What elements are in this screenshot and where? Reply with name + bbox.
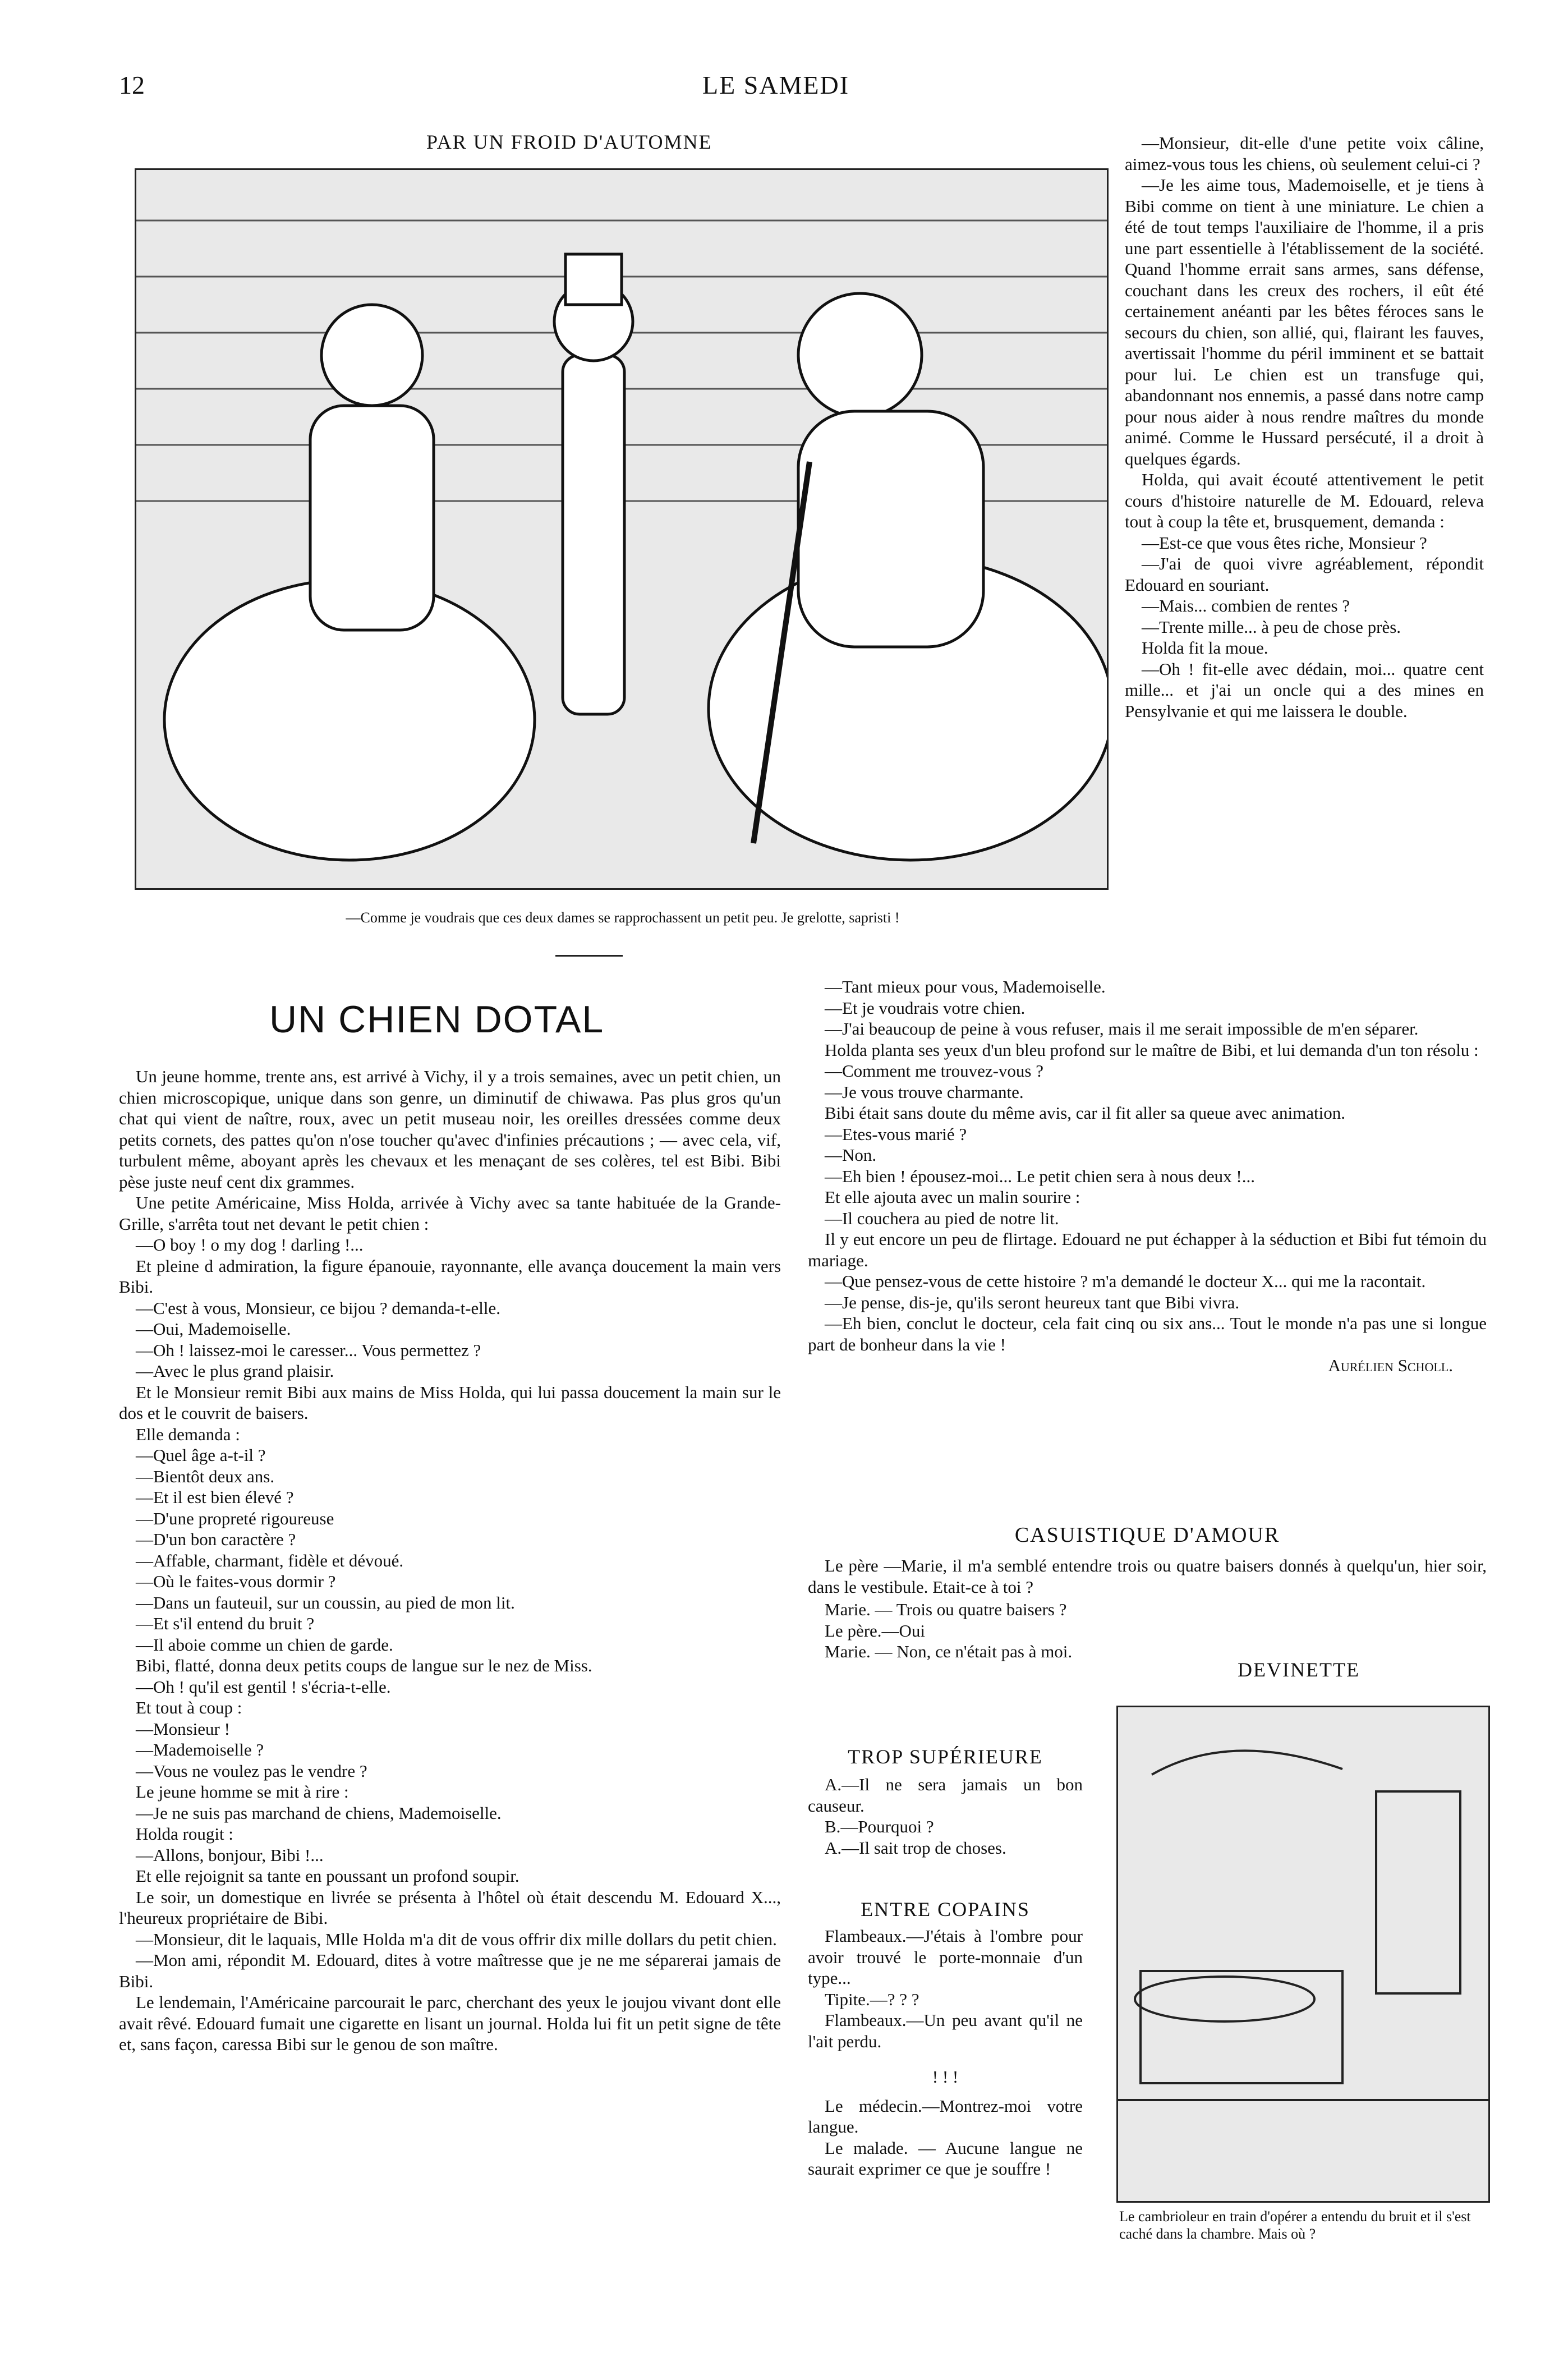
paragraph: —Bientôt deux ans. — [136, 1466, 275, 1486]
devinette-drawing — [1118, 1707, 1488, 2201]
entre-copains-block — [808, 1926, 1083, 2180]
cartoon-title: PAR UN FROID D'AUTOMNE — [426, 131, 712, 153]
cartoon-illustration — [135, 168, 1109, 890]
paragraph: Marie. — Non, ce n'était pas à moi. — [825, 1642, 1073, 1661]
paragraph: Le malade. — Aucune langue ne saurait exprimer ce que je souffre ! — [808, 2138, 1083, 2179]
paragraph: Elle demanda : — [136, 1424, 240, 1444]
paragraph: —Et il est bien élevé ? — [136, 1487, 294, 1507]
paragraph: Et elle rejoignit sa tante en poussant un profond soupir. — [136, 1866, 519, 1886]
devinette-title: DEVINETTE — [1238, 1658, 1360, 1681]
paragraph: —Eh bien ! épousez-moi... Le petit chien sera à nous deux !... — [825, 1166, 1256, 1186]
paragraph: —J'ai beaucoup de peine à vous refuser, mais il me serait impossible de m'en séparer. — [825, 1019, 1419, 1039]
paragraph: Bibi, flatté, donna deux petits coups de langue sur le nez de Miss. — [136, 1656, 592, 1675]
paragraph: —Que pensez-vous de cette histoire ? m'a demandé le docteur X... qui me la racontait. — [825, 1271, 1426, 1291]
paragraph: —Et je voudrais votre chien. — [825, 998, 1026, 1018]
casuistique-replies — [808, 1599, 1083, 1662]
paragraph: Le père —Marie, il m'a semblé entendre trois ou quatre baisers donnés à quelqu'un, hier soir, dans le vestibule. Etait-ce à toi ? — [808, 1556, 1487, 1597]
paragraph: Bibi était sans doute du même avis, car il fit aller sa queue avec animation. — [825, 1103, 1345, 1123]
separator: ! ! ! — [932, 2067, 959, 2087]
story-column-right — [808, 976, 1487, 1376]
paragraph: Le père.—Oui — [825, 1620, 926, 1641]
paragraph: Tipite.—? ? ? — [825, 1989, 919, 2009]
devinette-caption: Le cambrioleur en train d'opérer a entendu du bruit et il s'est caché dans la chambre. Mais où ? — [1119, 2208, 1471, 2242]
devinette-illustration — [1116, 1706, 1490, 2203]
paragraph: Holda fit la moue. — [1142, 638, 1268, 658]
page-number: 12 — [119, 71, 145, 99]
paragraph: —Où le faites-vous dormir ? — [136, 1572, 336, 1591]
paragraph: Holda, qui avait écouté attentivement le petit cours d'histoire naturelle de M. Edouard, releva tout à coup la tête et, brusquement, demanda : — [1125, 470, 1484, 531]
paragraph: —Mon ami, répondit M. Edouard, dites à votre maîtresse que je ne me séparerai jamais de Bibi. — [119, 1950, 781, 1991]
paragraph: —D'un bon caractère ? — [136, 1529, 296, 1549]
paragraph: —Monsieur ! — [136, 1719, 230, 1739]
paragraph: —Affable, charmant, fidèle et dévoué. — [136, 1550, 404, 1570]
casuistique-title: CASUISTIQUE D'AMOUR — [1014, 1523, 1280, 1547]
paragraph: —Allons, bonjour, Bibi !... — [136, 1845, 324, 1865]
paragraph: Flambeaux.—Un peu avant qu'il ne l'ait perdu. — [808, 2010, 1083, 2051]
trop-superieure-block — [808, 1774, 1083, 1858]
paragraph: —Je les aime tous, Mademoiselle, et je tiens à Bibi comme on tient à une miniature. Le chien a été de tout temps l'auxiliaire de l'homme, il a pris une part essentielle à l'établissement de la société. Quand l'homme errait sans armes, sans défense, couchant dans les creux des rochers, il eût été certainement anéanti par les bêtes féroces sans le secours du chien, son allié, qui, flairant les fauves, avertissait l'homme du péril imminent et se battait pour lui. Le chien est un transfuge qui, abandonnant nos ennemis, a passé dans notre camp pour nous aider à nous rendre maîtres du monde animé. Comme le Hussard persécuté, il a droit à quelques égards. — [1125, 175, 1484, 468]
paragraph: Une petite Américaine, Miss Holda, arrivée à Vichy avec sa tante habituée de la Grande-Grille, s'arrêta tout net devant le petit chien : — [119, 1193, 781, 1234]
paragraph: Le lendemain, l'Américaine parcourait le parc, cherchant des yeux le joujou vivant dont elle avait rêvé. Edouard fumait une cigarette en lisant un journal. Holda lui fit un petit signe de tête et, sans façon, caressa Bibi sur le genou de son maître. — [119, 1992, 781, 2054]
paragraph: —Avec le plus grand plaisir. — [136, 1361, 334, 1381]
paragraph: —Eh bien, conclut le docteur, cela fait cinq ou six ans... Tout le monde n'a pas une si longue part de bonheur dans la vie ! — [808, 1313, 1487, 1354]
paragraph: —Est-ce que vous êtes riche, Monsieur ? — [1142, 532, 1427, 553]
story-title: UN CHIEN DOTAL — [269, 998, 605, 1041]
cartoon-caption: —Comme je voudrais que ces deux dames se rapprochassent un petit peu. Je grelotte, sapristi ! — [346, 909, 900, 926]
paragraph: —Dans un fauteuil, sur un coussin, au pied de mon lit. — [136, 1592, 515, 1612]
paragraph: —Je ne suis pas marchand de chiens, Mademoiselle. — [136, 1803, 502, 1823]
paragraph: Et le Monsieur remit Bibi aux mains de Miss Holda, qui lui passa doucement la main sur le dos et le couvrit de baisers. — [119, 1382, 781, 1423]
paragraph: —Oh ! qu'il est gentil ! s'écria-t-elle. — [136, 1676, 391, 1697]
paragraph: —Mademoiselle ? — [136, 1740, 264, 1759]
paragraph: —Comment me trouvez-vous ? — [825, 1061, 1043, 1081]
paragraph: Et tout à coup : — [136, 1698, 242, 1717]
author-signature: Aurélien Scholl. — [1328, 1356, 1453, 1375]
paragraph: Et pleine d admiration, la figure épanouie, rayonnante, elle avança doucement la main vers Bibi. — [119, 1256, 781, 1297]
paragraph: Holda planta ses yeux d'un bleu profond sur le maître de Bibi, et lui demanda d'un ton résolu : — [825, 1040, 1479, 1060]
paragraph: —Je vous trouve charmante. — [825, 1082, 1024, 1102]
cartoon-drawing — [136, 170, 1107, 888]
paragraph: B.—Pourquoi ? — [825, 1817, 934, 1836]
paragraph: —Monsieur, dit-elle d'une petite voix câline, aimez-vous tous les chiens, où seulement celui-ci ? — [1125, 133, 1484, 174]
paragraph: —Etes-vous marié ? — [825, 1124, 967, 1144]
story-column-left — [119, 1066, 781, 2055]
paragraph: —Oh ! fit-elle avec dédain, moi... quatre cent mille... et j'ai un oncle qui a des mines en Pensylvanie et qui me laissera le double. — [1125, 659, 1484, 721]
paragraph: Un jeune homme, trente ans, est arrivé à Vichy, il y a trois semaines, avec un petit chien, un chien microscopique, unique dans son genre, un diminutif de chiwawa. Pas plus gros qu'un chat qui vient de naître, roux, avec un petit museau noir, les oreilles dressées comme deux petits cornets, des pattes qu'on n'ose toucher qu'avec d'infinies précautions ; — avec cela, vif, turbulent même, aboyant après les chevaux et les menaçant de ses colères, tel est Bibi. Bibi pèse juste neuf cent dix grammes. — [119, 1067, 781, 1192]
paragraph: —Tant mieux pour vous, Mademoiselle. — [825, 977, 1106, 996]
paragraph: Le médecin.—Montrez-moi votre langue. — [808, 2096, 1083, 2137]
paragraph: —Je pense, dis-je, qu'ils seront heureux tant que Bibi vivra. — [825, 1292, 1240, 1312]
paragraph: Le soir, un domestique en livrée se présenta à l'hôtel où était descendu M. Edouard X..., l'heureux propriétaire de Bibi. — [119, 1887, 781, 1928]
paragraph: —Oh ! laissez-moi le caresser... Vous permettez ? — [136, 1340, 481, 1360]
paragraph: —Quel âge a-t-il ? — [136, 1445, 266, 1465]
paragraph: Marie. — Trois ou quatre baisers ? — [825, 1600, 1067, 1619]
paragraph: Et elle ajouta avec un malin sourire : — [825, 1187, 1080, 1207]
trop-superieure-title: TROP SUPÉRIEURE — [848, 1745, 1043, 1768]
paragraph: Flambeaux.—J'étais à l'ombre pour avoir trouvé le porte-monnaie d'un type... — [808, 1926, 1083, 1988]
paragraph: —Vous ne voulez pas le vendre ? — [136, 1761, 367, 1781]
divider — [555, 955, 623, 957]
journal-title: LE SAMEDI — [702, 71, 850, 99]
paragraph: A.—Il ne sera jamais un bon causeur. — [808, 1775, 1083, 1816]
paragraph: —Et s'il entend du bruit ? — [136, 1614, 315, 1633]
paragraph: —J'ai de quoi vivre agréablement, répondit Edouard en souriant. — [1125, 554, 1484, 595]
paragraph: —Non. — [825, 1145, 877, 1165]
paragraph: Il y eut encore un peu de flirtage. Edouard ne put échapper à la séduction et Bibi fut témoin du mariage. — [808, 1229, 1487, 1270]
paragraph: —Monsieur, dit le laquais, Mlle Holda m'a dit de vous offrir dix mille dollars du petit chien. — [136, 1929, 777, 1949]
paragraph: Le jeune homme se mit à rire : — [136, 1782, 349, 1802]
paragraph: —Trente mille... à peu de chose près. — [1142, 617, 1401, 637]
entre-copains-title: ENTRE COPAINS — [861, 1898, 1030, 1920]
paragraph: —Mais... combien de rentes ? — [1142, 596, 1350, 615]
paragraph: A.—Il sait trop de choses. — [825, 1837, 1006, 1858]
paragraph: Holda rougit : — [136, 1824, 233, 1844]
paragraph: —Il couchera au pied de notre lit. — [825, 1208, 1059, 1228]
casuistique-block — [808, 1555, 1487, 1597]
paragraph: —C'est à vous, Monsieur, ce bijou ? demanda-t-elle. — [136, 1298, 501, 1318]
paragraph: —O boy ! o my dog ! darling !... — [136, 1235, 364, 1255]
dialogue-column-right — [1125, 132, 1484, 722]
paragraph: —Oui, Mademoiselle. — [136, 1319, 291, 1339]
paragraph: —Il aboie comme un chien de garde. — [136, 1634, 393, 1655]
paragraph: —D'une propreté rigoureuse — [136, 1508, 334, 1528]
